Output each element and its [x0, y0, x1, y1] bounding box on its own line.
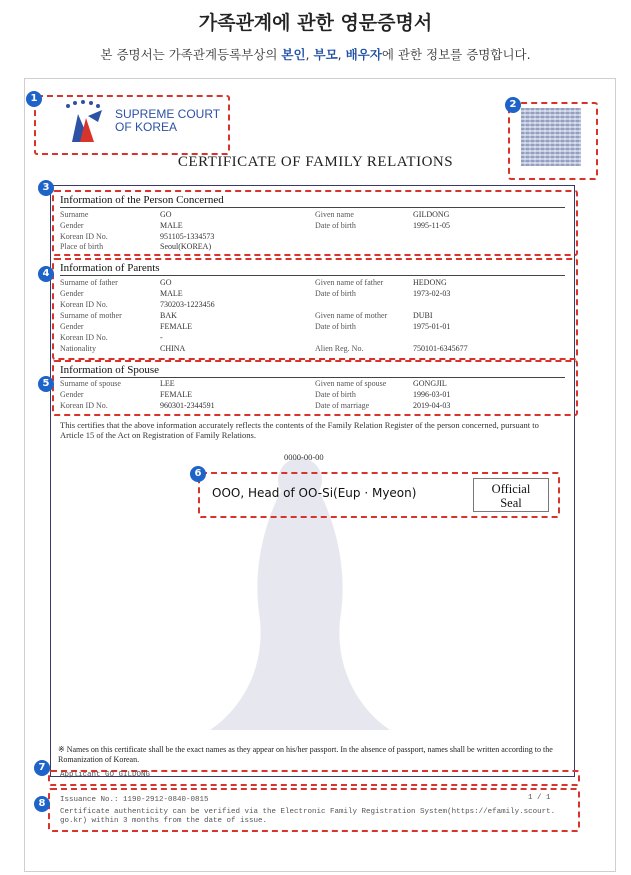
value: CHINA	[160, 344, 186, 353]
badge-3: 3	[38, 180, 54, 196]
badge-5: 5	[38, 376, 54, 392]
label: Korean ID No.	[60, 401, 108, 410]
value: 951105-1334573	[160, 232, 215, 241]
label: Date of marriage	[315, 401, 370, 410]
subtitle-text: 본 증명서는 가족관계등록부상의	[100, 47, 282, 62]
issue-date: 0000-00-00	[284, 452, 324, 462]
value: 730203-1223456	[160, 300, 215, 309]
value: -	[160, 333, 163, 342]
value: 1995-11-05	[413, 221, 451, 230]
label: Alien Reg. No.	[315, 344, 364, 353]
label: Surname	[60, 210, 89, 219]
label: Gender	[60, 289, 84, 298]
authenticity-line-1: Certificate authenticity can be verified via the Electronic Family Registration System(https://efamily.scourt.	[60, 808, 556, 816]
subtitle-text-end: 에 관한 정보를 증명합니다.	[381, 47, 531, 62]
value: 960301-2344591	[160, 401, 215, 410]
value: LEE	[160, 379, 175, 388]
romanization-note: ※ Names on this certificate shall be the exact names as they appear on his/her passport. In the absence of passport, names shall be written according to the Romanization of Korean.	[58, 745, 553, 764]
subtitle-highlight-self: 본인	[281, 47, 306, 62]
label: Korean ID No.	[60, 232, 108, 241]
court-emblem-icon	[58, 98, 110, 146]
seal-line-1: Official	[491, 482, 531, 496]
value: MALE	[160, 221, 183, 230]
label: Date of birth	[315, 221, 356, 230]
value: 1975-01-01	[413, 322, 451, 331]
value: FEMALE	[160, 322, 192, 331]
seal-line-2: Seal	[500, 496, 522, 510]
badge-8: 8	[34, 796, 50, 812]
label: Surname of mother	[60, 311, 122, 320]
label: Gender	[60, 322, 84, 331]
label: Given name	[315, 210, 354, 219]
value: DUBI	[413, 311, 433, 320]
logo-line-1: SUPREME COURT	[115, 107, 221, 121]
label: Korean ID No.	[60, 300, 108, 309]
subtitle-separator: ,	[337, 47, 346, 62]
value: 750101-6345677	[413, 344, 468, 353]
label: Date of birth	[315, 390, 356, 399]
label: Date of birth	[315, 289, 356, 298]
value: GONGJIL	[413, 379, 447, 388]
page-indicator: 1 / 1	[528, 794, 551, 802]
label: Gender	[60, 221, 84, 230]
parents-section-title: Information of Parents	[60, 262, 565, 276]
label: Given name of mother	[315, 311, 388, 320]
value: GO	[160, 210, 172, 219]
badge-1: 1	[26, 91, 42, 107]
logo-line-2: OF KOREA	[115, 120, 178, 134]
badge-4: 4	[38, 266, 54, 282]
badge-6: 6	[190, 466, 206, 482]
certification-statement: This certifies that the above information accurately reflects the contents of the Family Relation Register of the person concerned, pursuant to Article 15 of the Act on Registration of Family Relations.	[60, 420, 539, 440]
badge-2: 2	[505, 97, 521, 113]
value: MALE	[160, 289, 183, 298]
value: 1973-02-03	[413, 289, 451, 298]
subtitle-highlight-parents: 부모	[313, 47, 338, 62]
spouse-section-title: Information of Spouse	[60, 364, 565, 378]
applicant-line: Applicant GO GILDONG	[60, 771, 151, 779]
certificate-title: CERTIFICATE OF FAMILY RELATIONS	[177, 154, 454, 170]
value: GO	[160, 278, 172, 287]
label: Korean ID No.	[60, 333, 108, 342]
label: Surname of spouse	[60, 379, 121, 388]
subtitle-highlight-spouse: 배우자	[345, 47, 382, 62]
page-title: 가족관계에 관한 영문증명서	[198, 12, 433, 34]
authenticity-line-2: go.kr) within 3 months from the date of issue.	[60, 817, 268, 825]
label: Nationality	[60, 344, 96, 353]
value: 2019-04-03	[413, 401, 451, 410]
label: Place of birth	[60, 242, 104, 251]
label: Gender	[60, 390, 84, 399]
issuance-number: Issuance No.: 1190-2912-0840-0815	[60, 796, 209, 804]
value: Seoul(KOREA)	[160, 242, 212, 251]
label: Date of birth	[315, 322, 356, 331]
value: HEDONG	[413, 278, 447, 287]
label: Surname of father	[60, 278, 118, 287]
label: Given name of spouse	[315, 379, 387, 388]
badge-7: 7	[34, 760, 50, 776]
official-seal	[473, 478, 549, 512]
value: GILDONG	[413, 210, 450, 219]
value: BAK	[160, 311, 177, 320]
page-subtitle	[0, 45, 631, 63]
value: 1996-03-01	[413, 390, 451, 399]
subtitle-separator: ,	[305, 47, 314, 62]
value: FEMALE	[160, 390, 192, 399]
issuing-head-text: OOO, Head of OO-Si(Eup · Myeon)	[212, 486, 417, 500]
logo-text	[115, 108, 220, 134]
person-section-title: Information of the Person Concerned	[60, 194, 565, 208]
label: Given name of father	[315, 278, 384, 287]
